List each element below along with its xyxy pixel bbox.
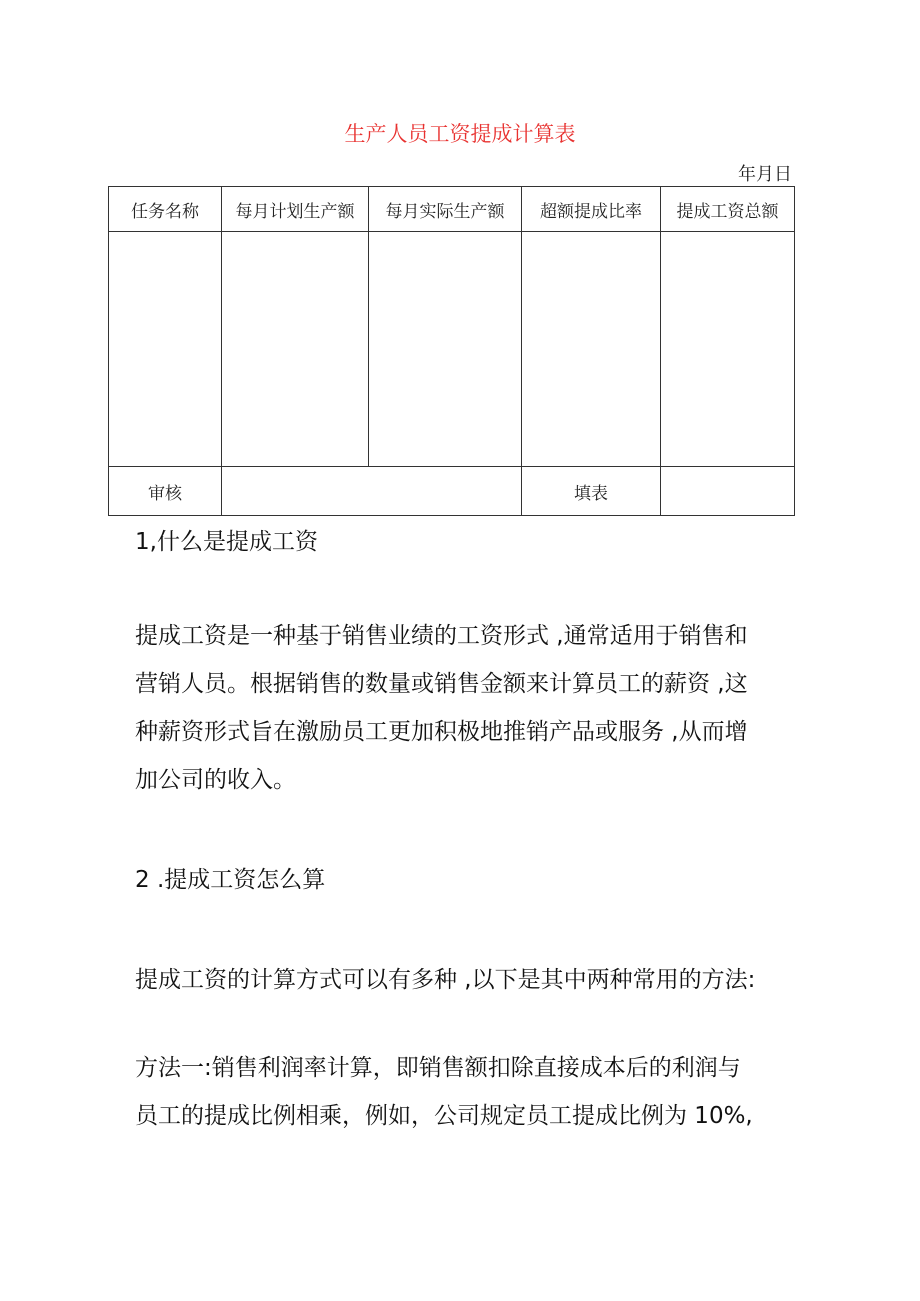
cell-planned-production xyxy=(222,232,369,467)
wage-calculation-table xyxy=(108,186,795,516)
header-task-name: 任务名称 xyxy=(109,187,222,232)
paragraph-1-line: 种薪资形式旨在激励员工更加积极地推销产品或服务 ,从而增 xyxy=(135,719,748,745)
table-row xyxy=(109,232,795,467)
cell-excess-commission-rate xyxy=(522,232,661,467)
paragraph-2: 提成工资的计算方式可以有多种 ,以下是其中两种常用的方法: xyxy=(135,967,756,993)
paragraph-1-line: 提成工资是一种基于销售业绩的工资形式 ,通常适用于销售和 xyxy=(135,623,748,649)
header-total-commission-wage: 提成工资总额 xyxy=(661,187,795,232)
paragraph-3-line: 员工的提成比例相乘，例如，公司规定员工提成比例为 10%, xyxy=(135,1103,753,1129)
paragraph-1 xyxy=(135,612,815,804)
paragraph-3-line: 方法一:销售利润率计算，即销售额扣除直接成本后的利润与 xyxy=(135,1055,741,1081)
cell-actual-production xyxy=(369,232,522,467)
review-label: 审核 xyxy=(109,467,222,516)
section-heading-2: 2 .提成工资怎么算 xyxy=(135,867,326,893)
paragraph-1-line: 营销人员。根据销售的数量或销售金额来计算员工的薪资 ,这 xyxy=(135,671,748,697)
date-label: 年月日 xyxy=(738,164,792,185)
header-planned-production: 每月计划生产额 xyxy=(222,187,369,232)
cell-task-name xyxy=(109,232,222,467)
table-footer-row xyxy=(109,467,795,516)
review-value-cell xyxy=(222,467,522,516)
document-title: 生产人员工资提成计算表 xyxy=(344,122,576,146)
header-excess-commission-rate: 超额提成比率 xyxy=(522,187,661,232)
header-actual-production: 每月实际生产额 xyxy=(369,187,522,232)
paragraph-1-line: 加公司的收入。 xyxy=(135,767,296,793)
paragraph-3 xyxy=(135,1044,815,1140)
section-heading-1: 1,什么是提成工资 xyxy=(135,529,318,555)
fill-label: 填表 xyxy=(522,467,661,516)
table-header-row xyxy=(109,187,795,232)
cell-total-commission-wage xyxy=(661,232,795,467)
fill-value-cell xyxy=(661,467,795,516)
